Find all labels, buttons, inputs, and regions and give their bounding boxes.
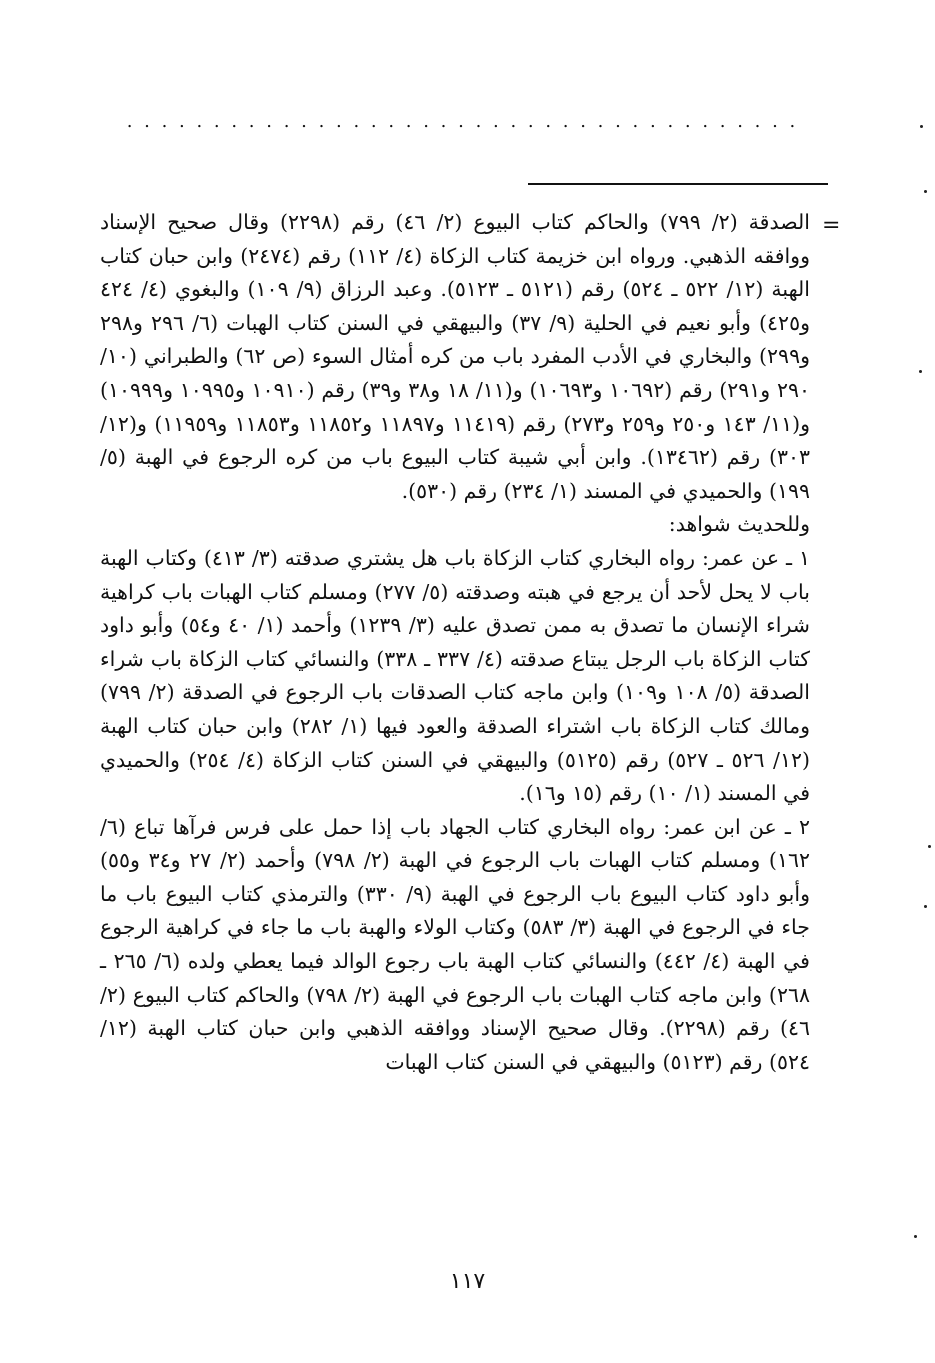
scan-speck (920, 125, 923, 128)
footnote-paragraph-witness-1: ١ ـ عن عمر: رواه البخاري كتاب الزكاة باب هل يشتري صدقته (٣/ ٤١٣) وكتاب الهبة باب لا يحل لأحد أن يرجع في هبته وصدقته (٥/ ٢٧٧) ومسلم كتاب الهبات باب كراهية شراء الإنسان ما تصدق به ممن تصدق عليه (٣/ ١٢٣٩) وأحمد (١/ ٤٠ و٥٤) وأبو داود كتاب الزكاة باب الرجل يبتاع صدقته (٤/ ٣٣٧ ـ ٣٣٨) والنسائي كتاب الزكاة باب شراء الصدقة (٥/ ١٠٨ و١٠٩) وابن ماجه كتاب الصدقات باب الرجوع في الصدقة (٢/ ٧٩٩) ومالك كتاب الزكاة باب اشتراء الصدقة والعود فيها (١/ ٢٨٢) وابن حبان كتاب الهبة (١٢/ ٥٢٦ ـ ٥٢٧) رقم (٥١٢٥) والبيهقي في السنن كتاب الزكاة (٤/ ٢٥٤) والحميدي في المسند (١/ ١٠) رقم (١٥ و١٦). (100, 545, 811, 806)
footnote-continuation-mark: = (822, 213, 841, 238)
footnote-text (100, 206, 810, 1079)
scan-speck (919, 370, 922, 373)
footnote-paragraph-witnesses-heading: وللحديث شواهد: (668, 512, 810, 537)
scan-speck (914, 1235, 917, 1238)
scan-speck (924, 190, 927, 193)
footnote-paragraph-witness-2: ٢ ـ عن ابن عمر: رواه البخاري كتاب الجهاد باب إذا حمل على فرس فرآها تباع (٦/ ١٦٢) ومسلم كتاب الهبات باب الرجوع في الهبة (٢/ ٧٩٨) وأحمد (٢/ ٢٧ و٣٤ و٥٥) وأبو داود كتاب البيوع باب الرجوع في الهبة (٩/ ٣٣٠) والترمذي كتاب البيوع باب ما جاء في الرجوع في الهبة (٣/ ٥٨٣) وكتاب الولاء والهبة باب ما جاء في كراهية الرجوع في الهبة (٤/ ٤٤٢) والنسائي كتاب الهبة باب رجوع الوالد فيما يعطي ولده (٦/ ٢٦٥ ـ ٢٦٨) وابن ماجه كتاب الهبات باب الرجوع في الهبة (٢/ ٧٩٨) والحاكم كتاب البيوع (٢/ ٤٦) رقم (٢٢٩٨). وقال صحيح الإسناد ووافقه الذهبي وابن حبان كتاب الهبة (١٢/ ٥٢٤) رقم (٥١٢٣) والبيهقي في السنن كتاب الهبات (100, 814, 810, 1074)
page-number: ١١٧ (449, 1269, 486, 1294)
footnote-separator (528, 183, 828, 185)
scan-speck (928, 845, 931, 848)
scan-speck (924, 905, 927, 908)
footnote-paragraph-continued: الصدقة (٢/ ٧٩٩) والحاكم كتاب البيوع (٢/ ٤٦) رقم (٢٢٩٨) وقال صحيح الإسناد ووافقه الذهبي. ورواه ابن خزيمة كتاب الزكاة (٤/ ١١٢) رقم (٢٤٧٤) وابن حبان كتاب الهبة (١٢/ ٥٢٢ ـ ٥٢٤) رقم (٥١٢١ ـ ٥١٢٣). وعبد الرزاق (٩/ ١٠٩) والبغوي (٤/ ٤٢٤ و٤٢٥) وأبو نعيم في الحلية (٩/ ٣٧) والبيهقي في السنن كتاب الهبات (٦/ ٢٩٦ و٢٩٨ و٢٩٩) والبخاري في الأدب المفرد باب من كره أمثال السوء (ص ٦٢) والطبراني (١٠/ ٢٩٠ و٢٩١) رقم (١٠٦٩٢ و١٠٦٩٣) و(١١/ ١٨ و٣٨ و٣٩) رقم (١٠٩١٠ و١٠٩٩٥ و١٠٩٩٩) و(١١/ ١٤٣ و٢٥٠ و٢٥٩ و٢٧٣) رقم (١١٤١٩ و١١٨٩٧ و١١٨٥٢ و١١٨٥٣ و١١٩٥٩) و(١٢/ ٣٠٣) رقم (١٣٤٦٢). وابن أبي شيبة كتاب البيوع باب من كره الرجوع في الهبة (٥/ ١٩٩) والحميدي في المسند (١/ ٢٣٤) رقم (٥٣٠). (100, 210, 811, 503)
dotted-rule: . . . . . . . . . . . . . . . . . . . . . . . . . . . . . . . . . . . . . . . (126, 112, 799, 132)
